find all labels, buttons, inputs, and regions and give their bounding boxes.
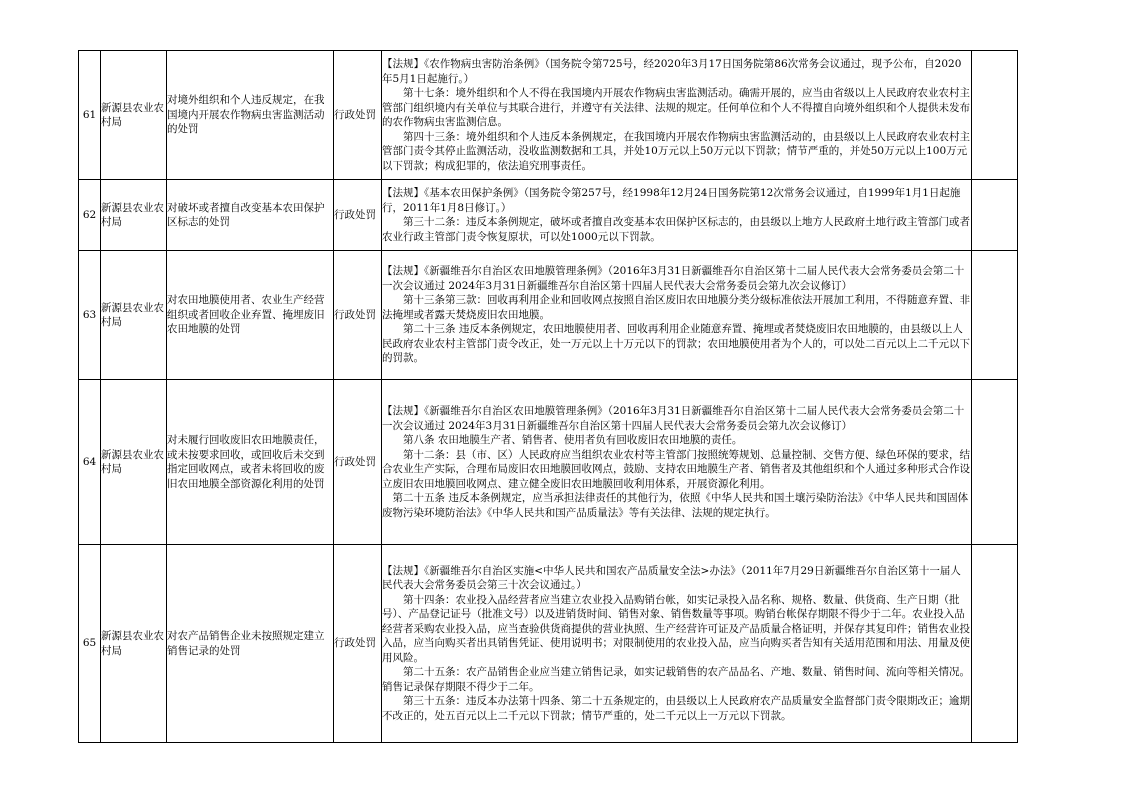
penalty-type-cell: 行政处罚 (334, 180, 382, 251)
penalty-item-cell: 对未履行回收废旧农田地膜责任，或未按要求回收，或回收后未交到指定回收网点，或者未将回收的废旧农田地膜全部资源化利用的处罚 (167, 380, 334, 545)
table-row (79, 380, 1018, 545)
legal-basis-article: 第八条 农田地膜生产者、销售者、使用者负有回收废旧农田地膜的责任。 (403, 434, 743, 446)
department-cell: 新源县农业农村局 (101, 251, 167, 380)
penalty-item-cell: 对破坏或者擅自改变基本农田保护区标志的处罚 (167, 180, 334, 251)
penalty-type-cell: 行政处罚 (334, 251, 382, 380)
department-cell: 新源县农业农村局 (101, 51, 167, 180)
remark-cell (972, 251, 1018, 380)
department-cell: 新源县农业农村局 (101, 380, 167, 545)
row-number: 63 (79, 251, 101, 380)
law-enforcement-table (78, 50, 1018, 743)
remark-cell (972, 180, 1018, 251)
legal-basis-title: 【法规】《基本农田保护条例》（国务院令第257号，经1998年12月24日国务院第12次常务会议通过，自1999年1月1日起施行，2011年1月8日修订。） (382, 187, 961, 214)
table-row (79, 51, 1018, 180)
legal-basis-cell (382, 180, 972, 251)
legal-basis-article: 第十三条第三款：回收再利用企业和回收网点按照自治区废旧农田地膜分类分级标准依法开展加工利用，不得随意弃置、非法掩埋或者露天焚烧废旧农田地膜。 (382, 294, 970, 321)
penalty-type-cell: 行政处罚 (334, 545, 382, 743)
legal-basis-article: 第三十五条：违反本办法第十四条、第二十五条规定的，由县级以上人民政府农产品质量安全监督部门责令限期改正；逾期不改正的，处五百元以上二千元以下罚款；情节严重的，处二千元以上一万元以下罚款。 (382, 695, 970, 722)
legal-basis-title: 【法规】《新疆维吾尔自治区农田地膜管理条例》（2016年3月31日新疆维吾尔自治区第十二届人民代表大会常务委员会第二十一次会议通过 2024年3月31日新疆维吾尔自治区第十四届人民代表大会常务委员会第九次会议修订） (382, 405, 965, 432)
table-row (79, 251, 1018, 380)
legal-basis-article: 第二十五条：农产品销售企业应当建立销售记录，如实记载销售的农产品品名、产地、数量、销售时间、流向等相关情况。销售记录保存期限不得少于二年。 (382, 666, 970, 693)
legal-basis-article: 第二十三条 违反本条例规定，农田地膜使用者、回收再利用企业随意弃置、掩埋或者焚烧废旧农田地膜的，由县级以上人民政府农业农村主管部门责令改正，处一万元以上十万元以下的罚款；农田地膜使用者为个人的，可以处二百元以上二千元以下的罚款。 (382, 323, 970, 365)
penalty-item-cell: 对农产品销售企业未按照规定建立销售记录的处罚 (167, 545, 334, 743)
legal-basis-article: 第二十五条 违反本条例规定，应当承担法律责任的其他行为，依照《中华人民共和国土壤污染防治法》《中华人民共和国固体废物污染环境防治法》《中华人民共和国产品质量法》等有关法律、法规的规定执行。 (382, 492, 969, 519)
department-cell: 新源县农业农村局 (101, 545, 167, 743)
legal-basis-title: 【法规】《新疆维吾尔自治区实施<中华人民共和国农产品质量安全法>办法》（2011年7月29日新疆维吾尔自治区第十一届人民代表大会常务委员会第三十次会议通过。） (382, 564, 961, 592)
row-number: 62 (79, 180, 101, 251)
penalty-item-cell: 对农田地膜使用者、农业生产经营组织或者回收企业弃置、掩埋废旧农田地膜的处罚 (167, 251, 334, 380)
legal-basis-article: 第十四条：农业投入品经营者应当建立农业投入品购销台帐，如实记录投入品名称、规格、数量、供货商、生产日期（批号）、产品登记证号（批准文号）以及进销货时间、销售对象、销售数量等事项。购销台帐保存期限不得少于二年。农业投入品经营者采购农业投入品，应当查验供货商提供的营业执照、生产经营许可证及产品质量合格证明，并保存其复印件；销售农业投入品，应当向购买者出具销售凭证、使用说明书；对限制使用的农业投入品，应当向购买者告知有关适用范围和用法、用量及使用风险。 (382, 593, 970, 664)
legal-basis-title: 【法规】《新疆维吾尔自治区农田地膜管理条例》（2016年3月31日新疆维吾尔自治区第十二届人民代表大会常务委员会第二十一次会议通过 2024年3月31日新疆维吾尔自治区第十四届人民代表大会常务委员会第九次会议修订） (382, 265, 965, 292)
department-cell: 新源县农业农村局 (101, 180, 167, 251)
remark-cell (972, 545, 1018, 743)
remark-cell (972, 51, 1018, 180)
legal-basis-article: 第十二条：县（市、区）人民政府应当组织农业农村等主管部门按照统筹规划、总量控制、交售方便、绿色环保的要求，结合农业生产实际，合理布局废旧农田地膜回收网点，鼓励、支持农田地膜生产者、销售者及其他组织和个人通过多种形式合作设立废旧农田地膜回收网点、建立健全废旧农田地膜回收利用体系，开展资源化利用。 (382, 448, 970, 490)
legal-basis-cell (382, 251, 972, 380)
penalty-item-cell: 对境外组织和个人违反规定，在我国境内开展农作物病虫害监测活动的处罚 (167, 51, 334, 180)
table-row (79, 180, 1018, 251)
table-row (79, 545, 1018, 743)
legal-basis-cell (382, 380, 972, 545)
row-number: 61 (79, 51, 101, 180)
legal-basis-cell (382, 545, 972, 743)
legal-basis-title: 【法规】《农作物病虫害防治条例》（国务院令第725号，经2020年3月17日国务院第86次常务会议通过，现予公布，自2020年5月1日起施行。） (382, 58, 962, 85)
row-number: 65 (79, 545, 101, 743)
penalty-type-cell: 行政处罚 (334, 380, 382, 545)
penalty-type-cell: 行政处罚 (334, 51, 382, 180)
row-number: 64 (79, 380, 101, 545)
legal-basis-article: 第十七条：境外组织和个人不得在我国境内开展农作物病虫害监测活动。确需开展的，应当由省级以上人民政府农业农村主管部门组织境内有关单位与其联合进行，并遵守有关法律、法规的规定。任何单位和个人不得擅自向境外组织和个人提供未发布的农作物病虫害监测信息。 (382, 87, 970, 128)
legal-basis-article: 第四十三条：境外组织和个人违反本条例规定，在我国境内开展农作物病虫害监测活动的，由县级以上人民政府农业农村主管部门责令其停止监测活动，没收监测数据和工具，并处10万元以上50万元以下罚款；情节严重的，并处50万元以上100万元以下罚款；构成犯罪的，依法追究刑事责任。 (382, 130, 970, 172)
legal-basis-cell (382, 51, 972, 180)
remark-cell (972, 380, 1018, 545)
legal-basis-article: 第三十二条：违反本条例规定，破坏或者擅自改变基本农田保护区标志的，由县级以上地方人民政府土地行政主管部门或者农业行政主管部门责令恢复原状，可以处1000元以下罚款。 (382, 216, 970, 243)
